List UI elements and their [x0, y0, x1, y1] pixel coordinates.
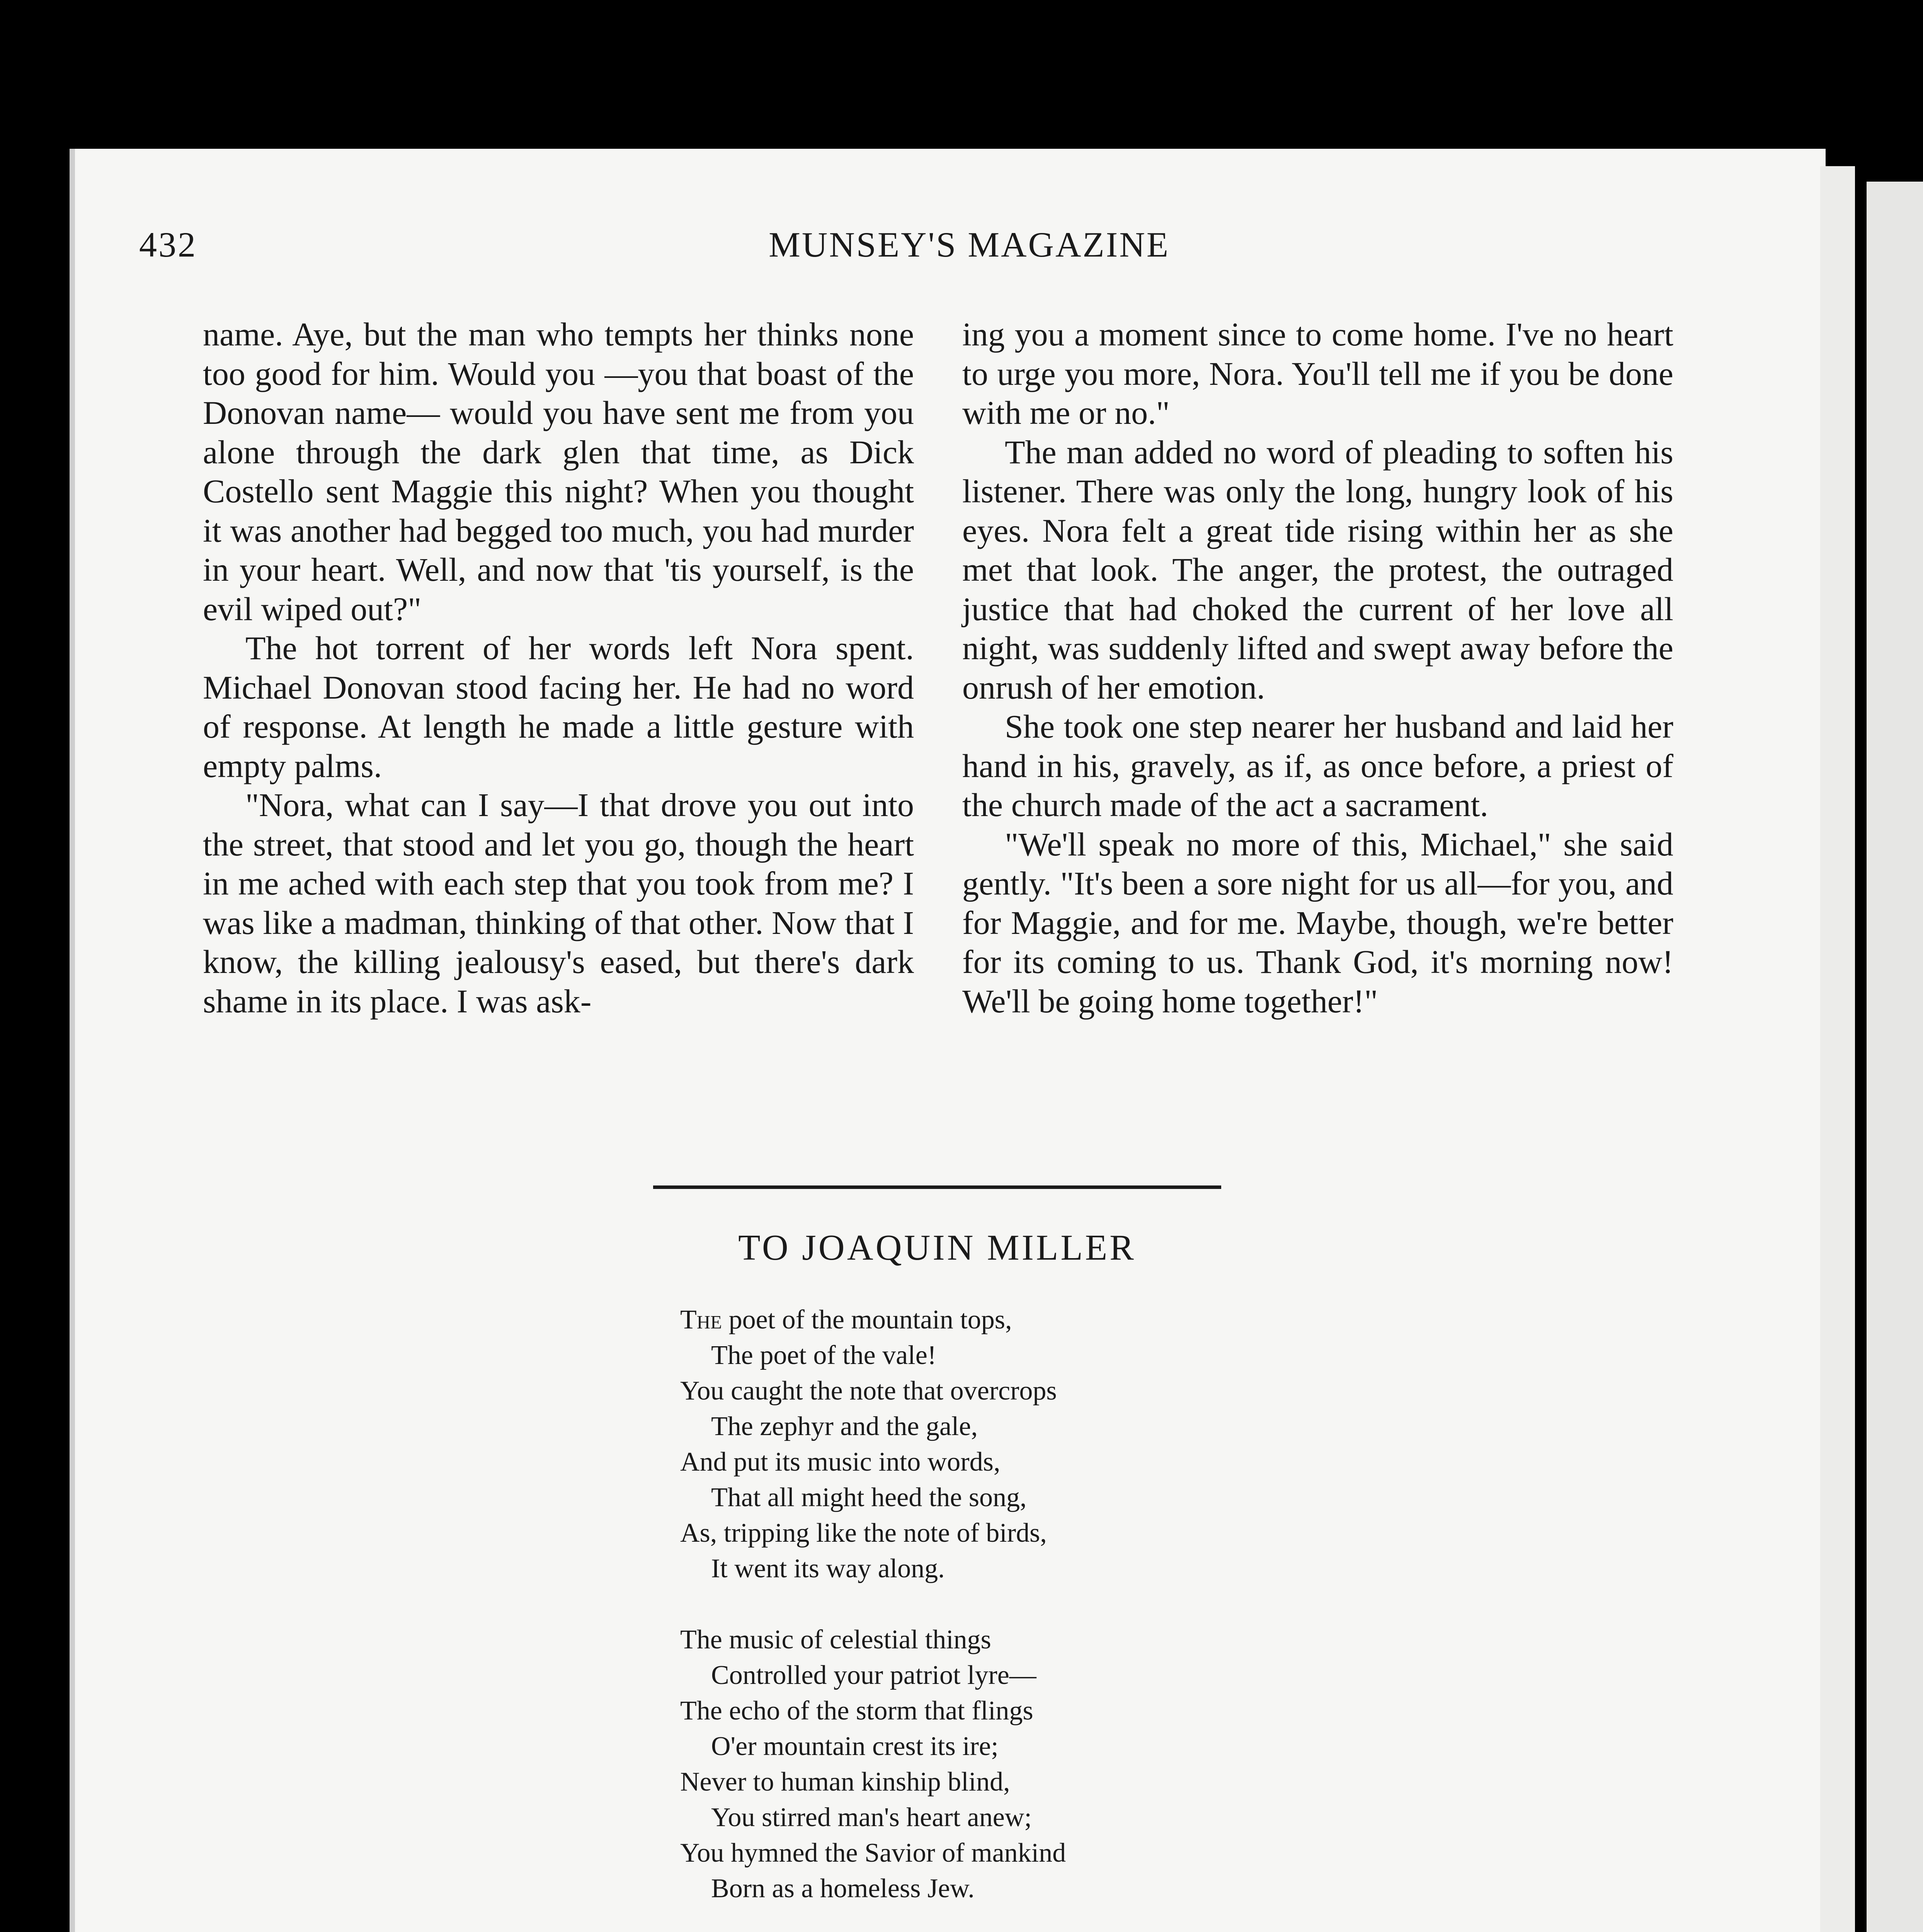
poem-line: As, tripping like the note of birds,: [680, 1518, 1047, 1548]
poem-line: The poet of the vale!: [711, 1340, 937, 1370]
poem-stanza: [680, 1302, 1337, 1587]
paragraph: "Nora, what can I say—I that drove you out into the street, that stood and let you go, though the heart in me ached with each step that you took from me? I was like a madman, thinking of that other. Now that I know, the killing jealousy's eased, but there's dark shame in its place. I was ask-: [203, 786, 914, 1020]
page-edge: [1820, 166, 1855, 1932]
poem-line: The echo of the storm that flings: [680, 1696, 1033, 1726]
poem-line: You hymned the Savior of mankind: [680, 1838, 1066, 1868]
poem-line: The music of celestial things: [680, 1625, 991, 1655]
poem-line: It went its way along.: [711, 1554, 945, 1583]
paragraph: She took one step nearer her husband and laid her hand in his, gravely, as if, as once before, a priest of the church made of the act a sacrament.: [962, 708, 1673, 823]
poem-body: [680, 1302, 1337, 1932]
poem-line: O'er mountain crest its ire;: [711, 1731, 999, 1761]
poem-line: Born as a homeless Jew.: [711, 1874, 975, 1903]
paragraph: The hot torrent of her words left Nora spent. Michael Donovan stood facing her. He had no word of response. At length he made a little gesture with empty palms.: [203, 629, 914, 784]
running-head: MUNSEY'S MAGAZINE: [769, 225, 1170, 264]
poem-line: You caught the note that overcrops: [680, 1376, 1057, 1406]
poem-line: The poet of the mountain tops,: [680, 1305, 1012, 1335]
poem-line: You stirred man's heart anew;: [711, 1803, 1032, 1832]
poem-line: The zephyr and the gale,: [711, 1412, 978, 1441]
facing-page-strip: [1867, 182, 1923, 1932]
page-number: 432: [139, 225, 197, 264]
first-word: The: [680, 1305, 722, 1335]
poem-line: Never to human kinship blind,: [680, 1767, 1010, 1797]
poem-stanza: [680, 1622, 1337, 1906]
section-divider: [653, 1185, 1221, 1189]
paragraph: ing you a moment since to come home. I've no heart to urge you more, Nora. You'll tell me if you be done with me or no.": [962, 316, 1673, 431]
page-header: [139, 224, 1799, 270]
paragraph: "We'll speak no more of this, Michael," she said gently. "It's been a sore night for us all—for you, and for Maggie, and for me. Maybe, though, we're better for its coming to us. Thank God, it's morning now! We'll be going home together!": [962, 825, 1673, 1020]
poem-title: TO JOAQUIN MILLER: [738, 1228, 1136, 1268]
poem-line: And put its music into words,: [680, 1447, 1001, 1477]
right-column: [962, 315, 1673, 1021]
paragraph: name. Aye, but the man who tempts her thinks none too good for him. Would you —you that boast of the Donovan name— would you have sent me from you alone through the dark glen that time, as Dick Costello sent Maggie this night? When you thought it was another had begged too much, you had murder in your heart. Well, and now that 'tis yourself, is the evil wiped out?": [203, 316, 914, 628]
poem-line: Controlled your patriot lyre—: [711, 1660, 1036, 1690]
paragraph: The man added no word of pleading to soften his listener. There was only the long, hungry look of his eyes. Nora felt a great tide rising within her as she met that look. The anger, the protest, the outraged justice that had choked the current of her love all night, was suddenly lifted and swept away before the onrush of her emotion.: [962, 433, 1673, 706]
poem-line: That all might heed the song,: [711, 1483, 1027, 1512]
left-column: [203, 315, 914, 1021]
